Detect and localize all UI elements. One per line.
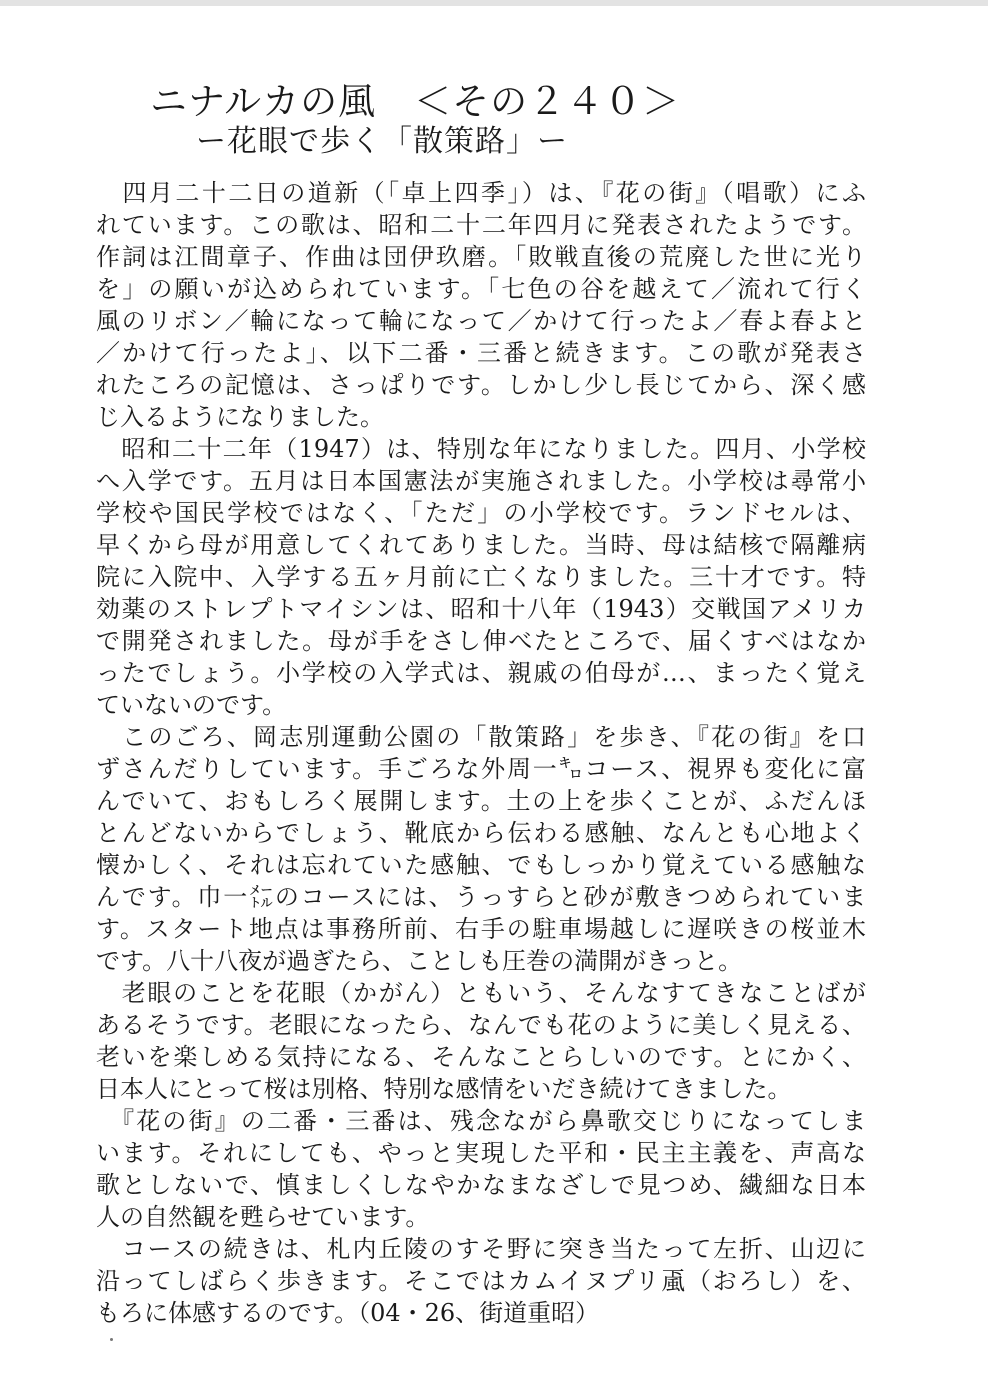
text-line: コースの続きは、札内丘陵のすそ野に突き当たって左折、山辺に	[96, 1235, 866, 1263]
text-line: れたころの記憶は、さっぱりです。しかし少し長じてから、深く感	[96, 371, 866, 399]
text-line: ／かけて行ったよ」、以下二番・三番と続きます。この歌が発表さ	[96, 339, 866, 367]
text-line: 日本人にとって桜は別格、特別な感情をいだき続けてきました。	[96, 1075, 792, 1103]
text-line: を」の願いが込められています。「七色の谷を越えて／流れて行く	[96, 275, 866, 303]
text-line: じ入るようになりました。	[96, 403, 384, 431]
text-line: 老いを楽しめる気持になる、そんなことらしいのです。とにかく、	[96, 1043, 866, 1071]
text-line: います。それにしても、やっと実現した平和・民主主義を、声高な	[96, 1139, 866, 1167]
text-line: んでいて、おもしろく展開します。土の上を歩くことが、ふだんほ	[96, 787, 866, 815]
text-line: とんどないからでしょう、靴底から伝わる感触、なんとも心地よく	[96, 819, 866, 847]
text-line: へ入学です。五月は日本国憲法が実施されました。小学校は尋常小	[96, 467, 866, 495]
text-line: ていないのです。	[96, 691, 287, 719]
text-line: 学校や国民学校ではなく、「ただ」の小学校です。ランドセルは、	[96, 499, 866, 527]
text-line: あるそうです。老眼になったら、なんでも花のように美しく見える、	[96, 1011, 866, 1039]
text-line: ったでしょう。小学校の入学式は、親戚の伯母が…、まったく覚え	[96, 659, 866, 687]
text-line: です。八十八夜が過ぎたら、ことしも圧巻の満開がきっと。	[96, 947, 743, 975]
text-line: で開発されました。母が手をさし伸べたところで、届くすべはなか	[96, 627, 866, 655]
text-line: 歌としないで、慎ましくしなやかなまなざしで見つめ、繊細な日本	[96, 1171, 866, 1199]
text-line: 『花の街』の二番・三番は、残念ながら鼻歌交じりになってしま	[96, 1107, 866, 1135]
text-line: 懐かしく、それは忘れていた感触、でもしっかり覚えている感触な	[96, 851, 866, 879]
article-body	[96, 177, 866, 1329]
text-line: れています。この歌は、昭和二十二年四月に発表されたようです。	[96, 211, 866, 239]
text-line: す。スタート地点は事務所前、右手の駐車場越しに遅咲きの桜並木	[96, 915, 866, 943]
text-line: 作詞は江間章子、作曲は団伊玖磨。「敗戦直後の荒廃した世に光り	[96, 243, 866, 271]
text-line: んです。巾一㍍のコースには、うっすらと砂が敷きつめられていま	[96, 883, 866, 911]
text-line: 沿ってしばらく歩きます。そこではカムイヌプリ颪（おろし）を、	[96, 1267, 866, 1295]
page-title: ニナルカの風 ＜その２４０＞	[150, 80, 681, 123]
text-line: もろに体感するのです。（04・26、街道重昭）	[96, 1299, 600, 1327]
scan-top-edge	[0, 0, 988, 6]
text-line: 早くから母が用意してくれてありました。当時、母は結核で隔離病	[96, 531, 866, 559]
text-line: 風のリボン／輪になって輪になって／かけて行ったよ／春よ春よと	[96, 307, 866, 335]
text-line: このごろ、岡志別運動公園の「散策路」を歩き、『花の街』を口	[96, 723, 866, 751]
text-line: 院に入院中、入学する五ヶ月前に亡くなりました。三十才です。特	[96, 563, 866, 591]
text-line: 人の自然観を甦らせています。	[96, 1203, 430, 1231]
text-line: 四月二十二日の道新（「卓上四季」）は、『花の街』（唱歌）にふ	[96, 179, 866, 207]
text-line: 効薬のストレプトマイシンは、昭和十八年（1943）交戦国アメリカ	[96, 595, 866, 623]
text-line: 老眼のことを花眼（かがん）ともいう、そんなすてきなことばが	[96, 979, 866, 1007]
page-subtitle: ー花眼で歩く「散策路」ー	[196, 124, 568, 159]
scan-speck	[110, 1338, 113, 1341]
text-line: 昭和二十二年（1947）は、特別な年になりました。四月、小学校	[96, 435, 866, 463]
text-line: ずさんだりしています。手ごろな外周一㌔コース、視界も変化に富	[96, 755, 866, 783]
